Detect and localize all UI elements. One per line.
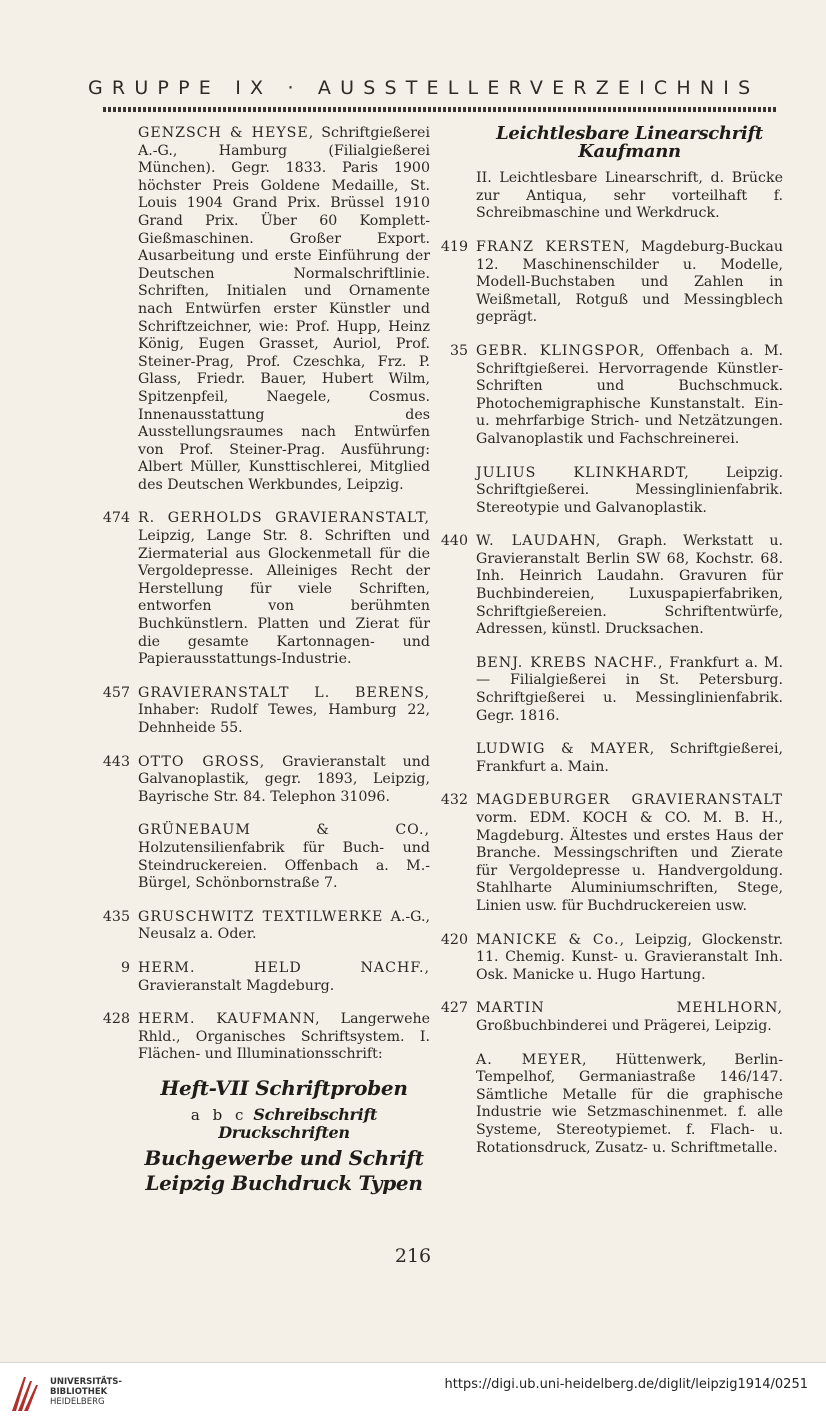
right-column xyxy=(438,125,783,1173)
entry-text: Holzutensilienfabrik für Buch- und Steindruckereien. Offenbach a. M.-Bürgel, Schönbornstraße 7. xyxy=(138,839,430,892)
entry-number: 428 xyxy=(102,1011,130,1028)
entry-name: HERM. KAUFMANN, xyxy=(138,1011,321,1028)
entry-gross xyxy=(100,754,430,807)
entry-text: II. Leichtlesbare Linearschrift, d. Brücke zur Antiqua, sehr vorteilhaft f. Schreibmaschine und Werkdruck. xyxy=(476,170,783,222)
left-column xyxy=(100,125,430,1201)
entry-kersten xyxy=(438,239,783,327)
entry-text: Magdeburg-Buckau 12. Maschinenschilder u. Modelle, Modell-Buchstaben und Zahlen in Weißmetall, Rotguß und Messingblech geprägt. xyxy=(476,238,784,326)
library-name: UNIVERSITÄTS- BIBLIOTHEK HEIDELBERG xyxy=(50,1377,122,1407)
entry-text: Leipzig, Lange Str. 8. Schriften und Ziermaterial aus Glockenmetall für die Vergoldepresse. Alleiniges Recht der Herstellung für viele Schriften, entworfen von berühmten Buchkünstlern. Platten und Zierat für die gesamte Kartonnagen- und Papierausstattungs-Industrie. xyxy=(138,528,430,668)
entry-gruschwitz xyxy=(100,909,430,944)
entry-genzsch-heyse xyxy=(100,125,430,494)
entry-text: Schriftgießerei, Frankfurt a. Main. xyxy=(476,741,783,775)
entry-number: 457 xyxy=(102,684,130,701)
sample-text: Schreibschrift Druckschriften xyxy=(218,1104,378,1143)
entry-name: HERM. HELD NACHF., xyxy=(138,959,430,976)
entry-name: W. LAUDAHN, xyxy=(476,533,602,550)
page-header: GRUPPE IX · AUSSTELLERVERZEICHNIS xyxy=(88,77,760,99)
page-number: 216 xyxy=(394,1245,432,1267)
entry-krebs xyxy=(438,655,783,725)
entry-name: R. GERHOLDS GRAVIERANSTALT, xyxy=(138,510,430,527)
entry-text: Großbuchbinderei und Prägerei, Leipzig. xyxy=(476,1017,772,1034)
entry-number: 440 xyxy=(440,533,468,550)
entry-number: 9 xyxy=(120,959,130,976)
entry-number: 420 xyxy=(440,931,468,948)
typeface-sample xyxy=(100,1106,430,1142)
entry-ludwig-mayer xyxy=(438,741,783,776)
entry-text: Gravieranstalt Magdeburg. xyxy=(138,977,335,994)
entry-number: 432 xyxy=(440,792,468,809)
entry-text: Inhaber: Rudolf Tewes, Hamburg 22, Dehnheide 55. xyxy=(138,702,430,736)
entry-text: Offenbach a. M. Schriftgießerei. Hervorragende Künstler-Schriften und Buchschmuck. Photochemigraphische Kunstanstalt. Ein- u. mehrfarbige Strich- und Netzätzungen. Galvanoplastik und Fachschreinerei. xyxy=(476,342,783,447)
entry-number: 435 xyxy=(102,908,130,925)
entry-name: LUDWIG & MAYER, xyxy=(476,741,656,758)
entry-name: MAGDEBURGER GRAVIERANSTALT xyxy=(476,792,783,809)
entry-name: OTTO GROSS, xyxy=(138,753,266,770)
entry-laudahn xyxy=(438,533,783,639)
entry-name: FRANZ KERSTEN, xyxy=(476,238,631,255)
entry-name: JULIUS KLINKHARDT, xyxy=(476,464,690,481)
entry-klingspor xyxy=(438,343,783,449)
entry-text: vorm. EDM. KOCH & CO. M. B. H., Magdeburg. Ältestes und erstes Haus der Branche. Messingschriften und Zierate für Vergoldepresse u. Handvergoldung. Stahlharte Aluminiumschriften, Stege, Linien usw. für Buchdruckereien usw. xyxy=(476,810,783,914)
entry-name: GEBR. KLINGSPOR, xyxy=(476,342,646,359)
entry-kaufmann xyxy=(100,1011,430,1064)
entry-text: A.-G., Neusalz a. Oder. xyxy=(138,908,430,943)
entry-text: Leipzig. Schriftgießerei. Messinglinienfabrik. Stereotypie und Galvanoplastik. xyxy=(476,464,783,516)
entry-text: Leipzig, Glockenstr. 11. Chemig. Kunst- u. Gravieranstalt Inh. Osk. Manicke u. Hugo Hartung. xyxy=(476,931,783,983)
entry-manicke xyxy=(438,932,783,985)
entry-text: Gravieranstalt und Galvanoplastik, gegr. 1893, Leipzig, Bayrische Str. 84. Telephon 31096. xyxy=(138,753,430,805)
entry-text: Graph. Werkstatt u. Gravieranstalt Berlin SW 68, Kochstr. 68. Inh. Heinrich Laudahn. Gravuren für Buchbindereien, Luxuspapierfabriken, Schriftgießereien. Schriftentwürfe, Adressen, künstl. Drucksachen. xyxy=(476,533,783,638)
typeface-sample: Buchgewerbe und Schrift xyxy=(144,1145,424,1170)
entry-number: 35 xyxy=(449,342,468,359)
entry-gruenebaum xyxy=(100,822,430,892)
entry-text: Schriftgießerei A.-G., Hamburg (Filialgießerei München). Gegr. 1833. Paris 1900 höchster Preis Goldene Medaille, St. Louis 1904 Grand Prix. Brüssel 1910 Grand Prix. Über 60 Komplett-Gießmaschinen. Großer Export. Ausarbeitung und erste Einführung der Deutschen Normalschriftlinie. Schriften, Initialen und Ornamente nach Entwürfen erster Künstler und Schriftzeichner, wie: Prof. Hupp, Heinz König, Eugen Grasset, Auriol, Prof. Steiner-Prag, Prof. Czeschka, Frz. P. Glass, Friedr. Bauer, Hubert Wilm, Spitzenpfeil, Naegele, Cosmus. Innenausstattung des Ausstellungsraumes nach Entwürfen von Prof. Steiner-Prag. Ausführung: Albert Müller, Kunsttischlerei, Mitglied des Deutschen Werkbundes, Leipzig. xyxy=(138,125,430,493)
entry-berens xyxy=(100,685,430,738)
header-rule xyxy=(103,107,778,112)
entry-name: A. MEYER, xyxy=(476,1051,588,1068)
viewer-footer xyxy=(0,1362,826,1424)
typeface-sample: Leichtlesbare Linearschrift Kaufmann xyxy=(496,123,763,162)
entry-text: Hüttenwerk, Berlin-Tempelhof, Germaniastraße 146/147. Sämtliche Metalle für die graphische Industrie wie Setzmaschinenmet. f. alle Systeme, Stereotypiemet. f. Flach- u. Rotationsdruck, Zusatz- u. Schriftmetalle. xyxy=(476,1051,783,1156)
entry-magdeburger xyxy=(438,792,783,915)
entry-name: GRUSCHWITZ TEXTILWERKE xyxy=(138,908,384,925)
entry-meyer xyxy=(438,1052,783,1158)
entry-klinkhardt xyxy=(438,465,783,518)
entry-name: BENJ. KREBS NACHF., xyxy=(476,654,664,671)
entry-name: MANICKE & Co., xyxy=(476,931,626,948)
entry-text: Frankfurt a. M. — Filialgießerei in St. Petersburg. Schriftgießerei u. Messinglinienfabrik. Gegr. 1816. xyxy=(476,654,783,724)
entry-name: GRÜNEBAUM & CO., xyxy=(138,822,430,839)
entry-held xyxy=(100,960,430,995)
entry-number: 419 xyxy=(440,238,468,255)
entry-number: 474 xyxy=(102,510,130,527)
entry-name: GRAVIERANSTALT L. BERENS, xyxy=(138,684,430,701)
entry-name: GENZSCH & HEYSE, xyxy=(138,125,315,141)
entry-gerholds xyxy=(100,510,430,668)
source-url-link[interactable]: https://digi.ub.uni-heidelberg.de/diglit/leipzig1914/0251 xyxy=(444,1377,808,1392)
entry-name: MARTIN MEHLHORN, xyxy=(476,1000,783,1017)
entry-text: Langerwehe Rhld., Organisches Schriftsystem. I. Flächen- und Illuminationsschrift: xyxy=(138,1011,430,1063)
typeface-sample: Heft-VII Schriftproben xyxy=(160,1075,408,1100)
entry-number: 427 xyxy=(440,1000,468,1017)
university-library-logo-icon xyxy=(8,1373,42,1413)
typeface-sample: Leipzig Buchdruck Typen xyxy=(145,1171,423,1196)
entry-mehlhorn xyxy=(438,1000,783,1035)
entry-kaufmann-cont xyxy=(438,170,783,223)
entry-number: 443 xyxy=(102,753,130,770)
sample-abc: a b c xyxy=(190,1105,248,1124)
